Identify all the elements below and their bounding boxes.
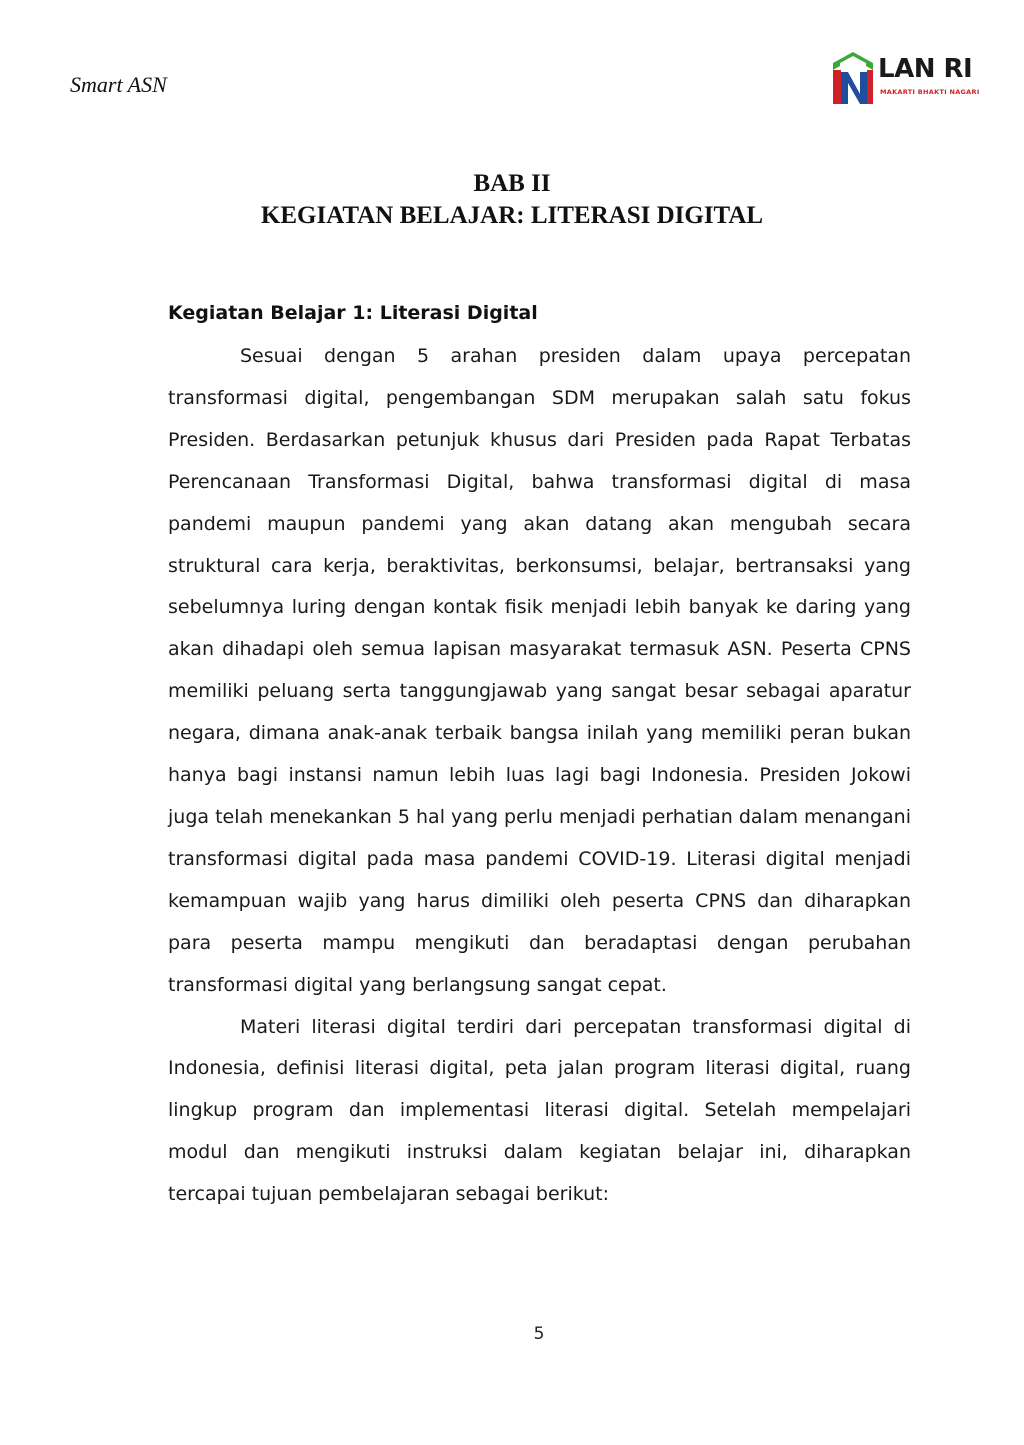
logo-wordmark: LAN RI [878,54,973,84]
lan-ri-emblem-icon [830,50,876,112]
chapter-heading [0,168,1024,232]
paragraph: Materi literasi digital terdiri dari percepatan transformasi digital di Indonesia, definisi literasi digital, peta jalan program literasi digital, ruang lingkup program dan implementasi literasi digital. Setelah mempelajari modul dan mengikuti instruksi dalam kegiatan belajar ini, diharapkan tercapai tujuan pembelajaran sebagai berikut: [168,1015,911,1206]
running-header: Smart ASN [70,72,167,97]
body-text [168,336,911,1216]
page-number: 5 [533,1324,545,1344]
chapter-title: KEGIATAN BELAJAR: LITERASI DIGITAL [260,202,764,229]
logo-tagline: MAKARTI BHAKTI NAGARI [880,88,980,96]
paragraph: Sesuai dengan 5 arahan presiden dalam upaya percepatan transformasi digital, pengembangan SDM merupakan salah satu fokus Presiden. Berdasarkan petunjuk khusus dari Presiden pada Rapat Terbatas Perencanaan Transformasi Digital, bahwa transformasi digital di masa pandemi maupun pandemi yang akan datang akan mengubah secara struktural cara kerja, beraktivitas, berkonsumsi, belajar, bertransaksi yang sebelumnya luring dengan kontak fisik menjadi lebih banyak ke daring yang akan dihadapi oleh semua lapisan masyarakat termasuk ASN. Peserta CPNS memiliki peluang serta tanggungjawab yang sangat besar sebagai aparatur negara, dimana anak-anak terbaik bangsa inilah yang memiliki peran bukan hanya bagi instansi namun lebih luas lagi bagi Indonesia. Presiden Jokowi juga telah menekankan 5 hal yang perlu menjadi perhatian dalam menangani transformasi digital pada masa pandemi COVID-19. Literasi digital menjadi kemampuan wajib yang harus dimiliki oleh peserta CPNS dan diharapkan para peserta mampu mengikuti dan beradaptasi dengan perubahan transformasi digital yang berlangsung sangat cepat. [168,345,911,996]
chapter-number: BAB II [473,170,551,197]
section-heading: Kegiatan Belajar 1: Literasi Digital [168,302,538,324]
lan-ri-logo [830,50,990,112]
